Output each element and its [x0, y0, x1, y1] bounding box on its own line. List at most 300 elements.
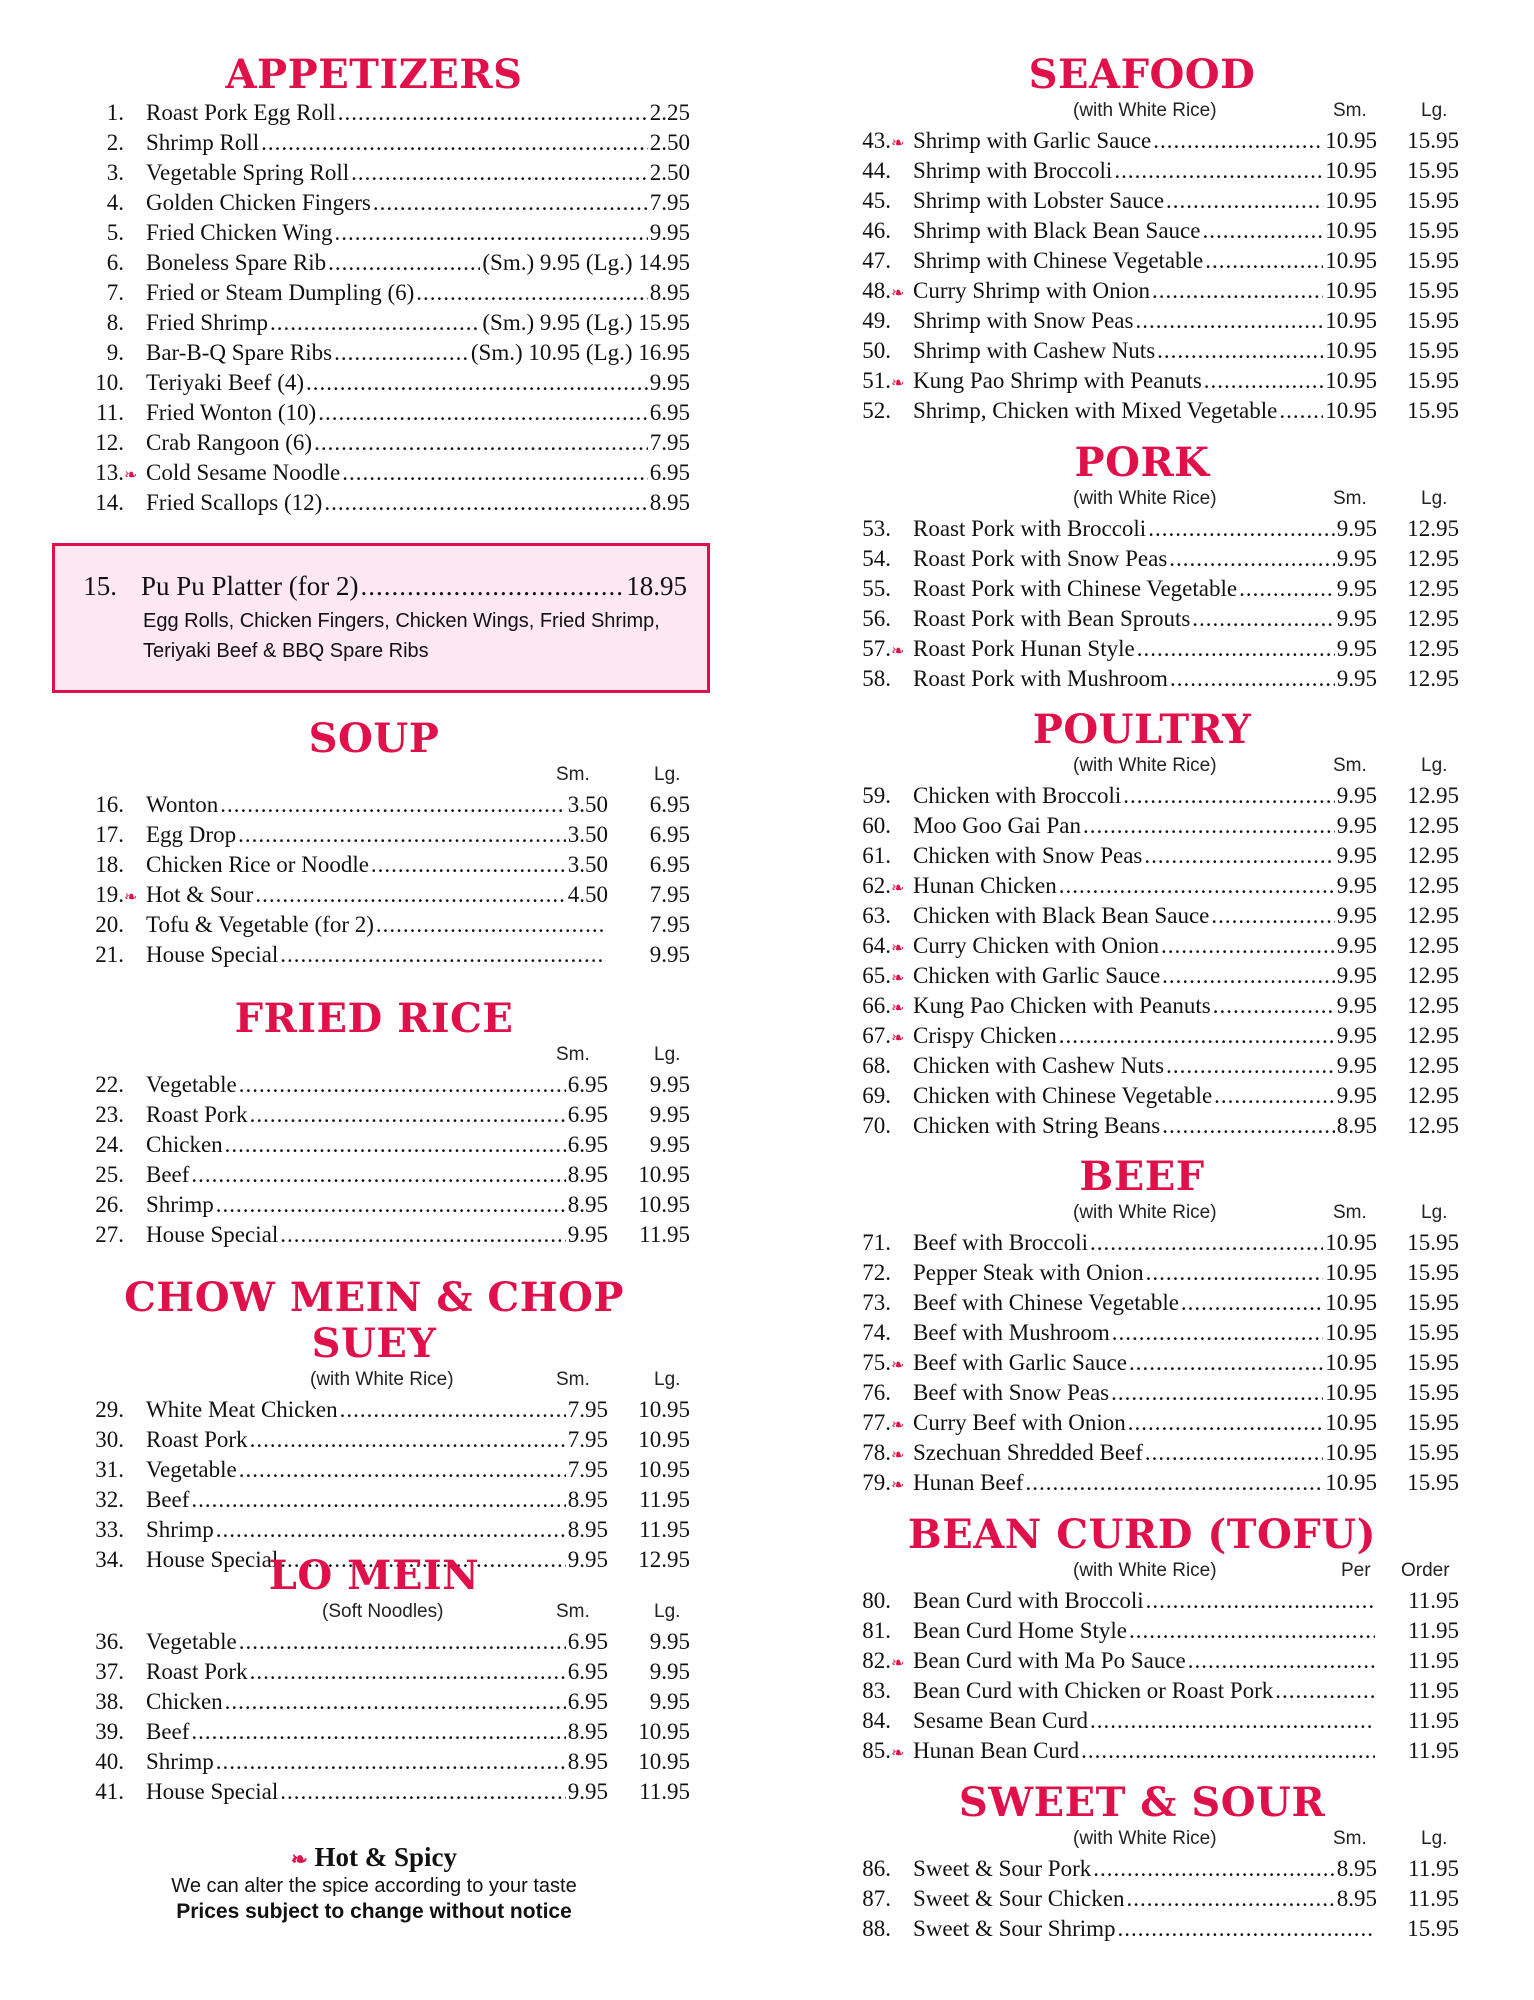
item-name: Curry Chicken with Onion	[913, 933, 1159, 958]
chow-mein-heading: CHOW MEIN & CHOP SUEY	[124, 1274, 624, 1367]
item-number: 5.	[106, 220, 124, 245]
item-name: Boneless Spare Rib	[146, 250, 327, 275]
leader-dots	[1161, 931, 1335, 961]
item-name: Vegetable	[146, 1457, 237, 1482]
price-large: 15.95	[1407, 1230, 1459, 1255]
leader-dots	[1213, 991, 1335, 1021]
price-large: 12.95	[1407, 576, 1459, 601]
pork-list	[825, 514, 1459, 694]
seafood-note: (with White Rice)	[1073, 100, 1217, 121]
menu-item	[58, 1455, 690, 1485]
price-small: 6.95	[649, 460, 690, 485]
item-name: Bean Curd with Ma Po Sauce	[913, 1648, 1186, 1673]
leader-dots	[1275, 1676, 1375, 1706]
item-number: 52.	[862, 398, 891, 423]
price-large: 15.95	[1407, 1260, 1459, 1285]
leader-dots	[376, 910, 606, 940]
price-small: 9.95	[1336, 606, 1377, 631]
item-name: Beef	[146, 1162, 190, 1187]
leader-dots	[1090, 1228, 1323, 1258]
leader-dots	[1111, 1378, 1323, 1408]
price-small: 10.95	[1325, 1260, 1377, 1285]
menu-item	[825, 306, 1459, 336]
price-large: 10.95	[638, 1192, 690, 1217]
item-number: 60.	[862, 813, 891, 838]
item-number: 57.	[862, 636, 891, 661]
price-large: 15.95	[1407, 1290, 1459, 1315]
price-large: 15.95	[1407, 278, 1459, 303]
soup-heading: SOUP	[308, 715, 440, 762]
item-number: 72.	[862, 1260, 891, 1285]
price-small: 9.95	[649, 370, 690, 395]
item-number: 17.	[95, 822, 124, 847]
menu-item	[825, 246, 1459, 276]
price-small: 8.95	[567, 1517, 608, 1542]
item-number: 55.	[862, 576, 891, 601]
price-large: 15.95	[1407, 398, 1459, 423]
chili-icon: ❧	[124, 467, 138, 484]
item-name: Pu Pu Platter (for 2)	[141, 571, 359, 601]
price-large: 9.95	[649, 1689, 690, 1714]
leader-dots	[250, 1425, 566, 1455]
menu-item	[58, 1190, 690, 1220]
item-number: 7.	[106, 280, 124, 305]
item-number: 21.	[95, 942, 124, 967]
leader-dots	[338, 98, 648, 128]
item-name: Bean Curd with Broccoli	[913, 1588, 1144, 1613]
item-number: 13.	[95, 460, 124, 485]
item-number: 47.	[862, 248, 891, 273]
item-name: Shrimp, Chicken with Mixed Vegetable	[913, 398, 1278, 423]
menu-item	[825, 1111, 1459, 1141]
item-number: 76.	[862, 1380, 891, 1405]
menu-item	[825, 1081, 1459, 1111]
item-name: Chicken with Garlic Sauce	[913, 963, 1161, 988]
pork-col1: Sm.	[1333, 488, 1367, 509]
beef-col1: Sm.	[1333, 1202, 1367, 1223]
item-number: 83.	[862, 1678, 891, 1703]
price-large: 12.95	[1407, 1113, 1459, 1138]
item-name: Roast Pork with Snow Peas	[913, 546, 1168, 571]
menu-item	[825, 366, 1459, 396]
leader-dots	[1135, 306, 1323, 336]
menu-item	[58, 1717, 690, 1747]
menu-item	[58, 1130, 690, 1160]
item-name: Roast Pork with Bean Sprouts	[913, 606, 1191, 631]
menu-item	[58, 398, 690, 428]
price-large: 15.95	[1407, 308, 1459, 333]
item-number: 8.	[106, 310, 124, 335]
price-small: 6.95	[567, 1629, 608, 1654]
item-name: Vegetable	[146, 1629, 237, 1654]
item-name: Bean Curd Home Style	[913, 1618, 1127, 1643]
chili-icon: ❧	[124, 889, 138, 906]
item-name: Roast Pork with Broccoli	[913, 516, 1147, 541]
price-small: 10.95	[1325, 218, 1377, 243]
hot-spicy-label: Hot & Spicy	[314, 1842, 458, 1872]
chow-mein-section	[58, 1275, 690, 1575]
item-number: 54.	[862, 546, 891, 571]
item-name: Beef	[146, 1487, 190, 1512]
leader-dots	[360, 568, 624, 604]
price-large: 15.95	[1407, 1410, 1459, 1435]
leader-dots	[1170, 664, 1335, 694]
item-number: 32.	[95, 1487, 124, 1512]
item-name: Chicken with String Beans	[913, 1113, 1161, 1138]
leader-dots	[340, 1395, 566, 1425]
item-number: 44.	[862, 158, 891, 183]
bean-curd-subheader	[825, 1558, 1459, 1586]
bean-curd-col2: Order	[1401, 1560, 1450, 1581]
price-large: 12.95	[1407, 666, 1459, 691]
leader-dots	[1123, 781, 1335, 811]
leader-dots	[238, 820, 566, 850]
poultry-section	[825, 707, 1459, 1141]
leader-dots	[250, 1100, 566, 1130]
leader-dots	[1059, 1021, 1335, 1051]
menu-item	[58, 128, 690, 158]
item-number: 87.	[862, 1886, 891, 1911]
item-number: 15.	[83, 571, 117, 601]
poultry-col2: Lg.	[1421, 755, 1448, 776]
menu-item	[825, 1258, 1459, 1288]
item-name: Beef with Snow Peas	[913, 1380, 1110, 1405]
lo-mein-col2: Lg.	[654, 1601, 681, 1622]
item-number: 31.	[95, 1457, 124, 1482]
leader-dots	[1157, 336, 1323, 366]
menu-item	[825, 664, 1459, 694]
item-name: Sesame Bean Curd	[913, 1708, 1089, 1733]
price-large: 9.95	[649, 1102, 690, 1127]
item-number: 37.	[95, 1659, 124, 1684]
leader-dots	[1090, 1706, 1375, 1736]
menu-item	[825, 216, 1459, 246]
leader-dots	[220, 790, 565, 820]
item-number: 46.	[862, 218, 891, 243]
chow-mein-col1: Sm.	[556, 1369, 590, 1390]
item-number: 64.	[862, 933, 891, 958]
price-small: 9.95	[1336, 933, 1377, 958]
item-number: 49.	[862, 308, 891, 333]
item-name: Hunan Chicken	[913, 873, 1057, 898]
item-number: 45.	[862, 188, 891, 213]
soup-section	[58, 716, 690, 970]
leader-dots	[1126, 1884, 1334, 1914]
menu-item	[825, 1051, 1459, 1081]
menu-item	[58, 218, 690, 248]
menu-item	[825, 1318, 1459, 1348]
menu-item	[825, 574, 1459, 604]
item-number: 82.	[862, 1648, 891, 1673]
menu-item	[825, 841, 1459, 871]
price-small: 10.95	[1325, 1380, 1377, 1405]
sweet-sour-col2: Lg.	[1421, 1828, 1448, 1849]
item-number: 58.	[862, 666, 891, 691]
price-large: 12.95	[1407, 546, 1459, 571]
price-small: 10.95	[1325, 338, 1377, 363]
item-name: Crispy Chicken	[913, 1023, 1057, 1048]
item-number: 79.	[862, 1470, 891, 1495]
leader-dots	[1239, 574, 1335, 604]
leader-dots	[191, 1160, 565, 1190]
price-small: 9.95	[1336, 783, 1377, 808]
price-large: 12.95	[1407, 873, 1459, 898]
item-name: Shrimp	[146, 1192, 214, 1217]
pork-section	[825, 440, 1459, 694]
price-small: 10.95	[1325, 188, 1377, 213]
price-small: 7.95	[567, 1397, 608, 1422]
item-name: Shrimp with Snow Peas	[913, 308, 1134, 333]
bean-curd-heading: BEAN CURD (TOFU)	[907, 1511, 1377, 1558]
leader-dots	[1118, 1914, 1375, 1944]
item-name: Pepper Steak with Onion	[913, 1260, 1144, 1285]
soup-subheader	[58, 762, 690, 790]
price-large: 11.95	[1408, 1738, 1459, 1763]
item-name: Chicken with Broccoli	[913, 783, 1122, 808]
menu-item	[825, 811, 1459, 841]
menu-item	[58, 308, 690, 338]
item-number: 78.	[862, 1440, 891, 1465]
soup-list	[58, 790, 690, 970]
price-small: 7.95	[649, 190, 690, 215]
leader-dots	[1145, 1438, 1323, 1468]
price-small: 6.95	[567, 1659, 608, 1684]
price-large: 9.95	[649, 1629, 690, 1654]
menu-item	[825, 396, 1459, 426]
hot-spicy-legend	[58, 1842, 690, 1873]
seafood-col1: Sm.	[1333, 100, 1367, 121]
beef-subheader	[825, 1200, 1459, 1228]
price-small: 10.95	[1325, 158, 1377, 183]
price-large: 9.95	[649, 1072, 690, 1097]
sweet-sour-col1: Sm.	[1333, 1828, 1367, 1849]
menu-item	[58, 1687, 690, 1717]
price-small: 7.95	[567, 1457, 608, 1482]
leader-dots	[1114, 156, 1323, 186]
leader-dots	[1146, 1258, 1324, 1288]
item-name: Tofu & Vegetable (for 2)	[146, 912, 374, 937]
item-number: 23.	[95, 1102, 124, 1127]
item-name: Bean Curd with Chicken or Roast Pork	[913, 1678, 1274, 1703]
item-number: 30.	[95, 1427, 124, 1452]
item-number: 6.	[106, 250, 124, 275]
price-small: 9.95	[1336, 873, 1377, 898]
price-large: 12.95	[638, 1547, 690, 1572]
menu-item	[825, 336, 1459, 366]
price-small: 7.95	[649, 430, 690, 455]
fried-rice-heading: FRIED RICE	[234, 995, 514, 1042]
price-large: 12.95	[1407, 933, 1459, 958]
menu-item	[58, 488, 690, 518]
pork-col2: Lg.	[1421, 488, 1448, 509]
leader-dots	[1211, 901, 1334, 931]
item-name: Cold Sesame Noodle	[146, 460, 341, 485]
item-number: 80.	[862, 1588, 891, 1613]
leader-dots	[1202, 216, 1323, 246]
leader-dots	[314, 428, 648, 458]
lo-mein-col1: Sm.	[556, 1601, 590, 1622]
item-name: Beef with Garlic Sauce	[913, 1350, 1127, 1375]
item-number: 40.	[95, 1749, 124, 1774]
price-small: 9.95	[1336, 903, 1377, 928]
price-large: 10.95	[638, 1457, 690, 1482]
item-number: 66.	[862, 993, 891, 1018]
price-small: 8.95	[1336, 1886, 1377, 1911]
sweet-sour-section	[825, 1780, 1459, 1944]
price-large: 11.95	[639, 1517, 690, 1542]
leader-dots	[250, 1657, 566, 1687]
price-small: 10.95	[1325, 248, 1377, 273]
item-number: 2.	[106, 130, 124, 155]
bean-curd-list	[825, 1586, 1459, 1766]
beef-section	[825, 1154, 1459, 1498]
item-name: Crab Rangoon (6)	[146, 430, 313, 455]
price-small: 10.95	[1325, 368, 1377, 393]
item-name: House Special	[146, 1222, 279, 1247]
price-large: 7.95	[649, 882, 690, 907]
pork-note: (with White Rice)	[1073, 488, 1217, 509]
chili-icon: ❧	[891, 1655, 905, 1672]
leader-dots	[1129, 1616, 1375, 1646]
leader-dots	[1188, 1646, 1375, 1676]
price-large: 11.95	[1408, 1588, 1459, 1613]
item-name: Kung Pao Shrimp with Peanuts	[913, 368, 1202, 393]
leader-dots	[1144, 841, 1334, 871]
item-name: Golden Chicken Fingers	[146, 190, 371, 215]
item-name: Kung Pao Chicken with Peanuts	[913, 993, 1211, 1018]
item-number: 84.	[862, 1708, 891, 1733]
leader-dots	[1181, 1288, 1323, 1318]
item-name: Szechuan Shredded Beef	[913, 1440, 1143, 1465]
item-number: 20.	[95, 912, 124, 937]
menu-item	[825, 1706, 1459, 1736]
menu-item	[58, 1220, 690, 1250]
price-small: 9.95	[1336, 843, 1377, 868]
menu-item	[58, 1777, 690, 1807]
price-small: 9.95	[567, 1779, 608, 1804]
poultry-note: (with White Rice)	[1073, 755, 1217, 776]
soup-col1: Sm.	[556, 764, 590, 785]
price-note: Prices subject to change without notice	[176, 1900, 572, 1923]
menu-item	[58, 1747, 690, 1777]
item-number: 3.	[106, 160, 124, 185]
item-name: Chicken	[146, 1689, 223, 1714]
leader-dots	[1129, 1348, 1323, 1378]
pupu-platter-row	[55, 568, 707, 604]
price-small: 10.95	[1325, 308, 1377, 333]
price-small: 9.95	[1336, 993, 1377, 1018]
item-name: Shrimp with Chinese Vegetable	[913, 248, 1204, 273]
item-name: Roast Pork	[146, 1102, 248, 1127]
sweet-sour-note: (with White Rice)	[1073, 1828, 1217, 1849]
price-small: 10.95	[1325, 1410, 1377, 1435]
price-large: 12.95	[1407, 783, 1459, 808]
menu-item	[58, 790, 690, 820]
price-small: 9.95	[1336, 636, 1377, 661]
leader-dots	[328, 248, 480, 278]
price-small: 9.95	[567, 1547, 608, 1572]
poultry-subheader	[825, 753, 1459, 781]
menu-item	[58, 910, 690, 940]
item-name: Fried or Steam Dumpling (6)	[146, 280, 415, 305]
price-small: 6.95	[649, 400, 690, 425]
menu-item	[58, 428, 690, 458]
price-small: 8.95	[567, 1162, 608, 1187]
leader-dots	[324, 488, 647, 518]
price-large: 15.95	[1407, 338, 1459, 363]
price-small: 8.95	[567, 1487, 608, 1512]
price-large: 12.95	[1407, 1053, 1459, 1078]
leader-dots	[334, 338, 469, 368]
chili-icon: ❧	[290, 1849, 308, 1871]
price-small: 3.50	[567, 822, 608, 847]
leader-dots	[1166, 186, 1323, 216]
chili-icon: ❧	[891, 940, 905, 957]
menu-item	[825, 634, 1459, 664]
price-large: 11.95	[1408, 1708, 1459, 1733]
leader-dots	[1083, 811, 1335, 841]
poultry-heading: POULTRY	[1032, 706, 1252, 753]
item-name: Vegetable	[146, 1072, 237, 1097]
menu-item	[58, 1657, 690, 1687]
price-large: 15.95	[1407, 1916, 1459, 1941]
chili-icon: ❧	[891, 880, 905, 897]
price-large: 15.95	[1407, 218, 1459, 243]
leader-dots	[239, 1070, 566, 1100]
item-name: Hunan Bean Curd	[913, 1738, 1080, 1763]
item-name: Hunan Beef	[913, 1470, 1024, 1495]
price-large: 11.95	[1408, 1648, 1459, 1673]
price-large: 10.95	[638, 1397, 690, 1422]
menu-item	[58, 820, 690, 850]
seafood-list	[825, 126, 1459, 426]
item-name: Curry Shrimp with Onion	[913, 278, 1151, 303]
chili-icon: ❧	[891, 1745, 905, 1762]
price-small: 9.95	[649, 220, 690, 245]
item-name: House Special	[146, 942, 279, 967]
leader-dots	[270, 308, 480, 338]
pork-subheader	[825, 486, 1459, 514]
menu-item	[825, 1438, 1459, 1468]
leader-dots	[1162, 1111, 1335, 1141]
item-number: 86.	[862, 1856, 891, 1881]
chili-icon: ❧	[891, 970, 905, 987]
menu-item	[825, 186, 1459, 216]
price-small: 10.95	[1325, 1320, 1377, 1345]
item-number: 14.	[95, 490, 124, 515]
poultry-col1: Sm.	[1333, 755, 1367, 776]
leader-dots	[239, 1455, 566, 1485]
item-number: 48.	[862, 278, 891, 303]
menu-item	[58, 248, 690, 278]
menu-item	[58, 880, 690, 910]
menu-item	[58, 1627, 690, 1657]
item-name: Chicken with Cashew Nuts	[913, 1053, 1165, 1078]
item-name: Roast Pork with Mushroom	[913, 666, 1168, 691]
item-number: 1.	[106, 100, 124, 125]
chow-mein-col2: Lg.	[654, 1369, 681, 1390]
price-small: 8.95	[567, 1749, 608, 1774]
item-name: Chicken with Chinese Vegetable	[913, 1083, 1213, 1108]
price-small: 8.95	[1336, 1113, 1377, 1138]
chili-icon: ❧	[891, 643, 905, 660]
menu-item	[825, 1676, 1459, 1706]
menu-item	[825, 871, 1459, 901]
price-large: 11.95	[1408, 1678, 1459, 1703]
leader-dots	[225, 1130, 566, 1160]
item-number: 77.	[862, 1410, 891, 1435]
price-small: 2.50	[649, 160, 690, 185]
